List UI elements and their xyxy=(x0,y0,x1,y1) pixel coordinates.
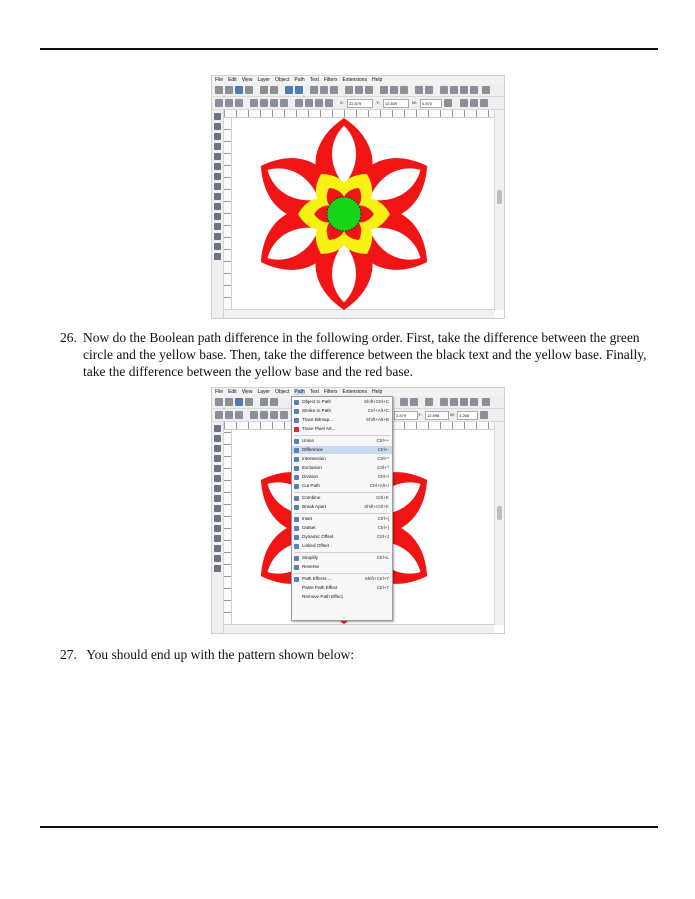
rotate-ccw-icon[interactable] xyxy=(250,99,258,107)
pen-tool-icon[interactable] xyxy=(214,223,221,230)
menu-item-union[interactable]: Union Ctrl++ xyxy=(292,437,392,445)
scrollbar-thumb[interactable] xyxy=(497,506,502,520)
rectangle-tool-icon[interactable] xyxy=(214,163,221,170)
unlink-clone-icon[interactable] xyxy=(400,86,408,94)
menu-bar xyxy=(212,76,504,84)
y-input[interactable]: 12.998 xyxy=(425,411,449,420)
align-distribute-icon[interactable] xyxy=(470,86,478,94)
print-icon[interactable] xyxy=(245,86,253,94)
menu-item-exclusion[interactable]: Exclusion Ctrl+^ xyxy=(292,464,392,472)
x-label: X: xyxy=(340,100,344,105)
step-text: You should end up with the pattern shown below: xyxy=(86,647,355,662)
measure-tool-icon[interactable] xyxy=(214,153,221,160)
division-icon xyxy=(294,475,299,480)
spiral-tool-icon[interactable] xyxy=(214,515,221,522)
menu-item-outset[interactable]: Outset Ctrl+) xyxy=(292,524,392,532)
select-all-layers-icon[interactable] xyxy=(225,99,233,107)
calligraphy-tool-icon[interactable] xyxy=(214,545,221,552)
horizontal-ruler[interactable] xyxy=(224,110,494,118)
menu-item-linked-offset[interactable]: Linked Offset xyxy=(292,542,392,550)
zoom-drawing-icon[interactable] xyxy=(355,86,363,94)
menu-item-path-effects[interactable]: Path Effects ... Shift+Ctrl+7 xyxy=(292,575,392,583)
menu-item-simplify[interactable]: Simplify Ctrl+L xyxy=(292,554,392,562)
step-number: 27. xyxy=(60,647,77,662)
intersection-icon xyxy=(294,457,299,462)
menu-item-dynamic-offset[interactable]: Dynamic Offset Ctrl+J xyxy=(292,533,392,541)
redo-icon[interactable] xyxy=(295,86,303,94)
menu-object[interactable]: Object xyxy=(274,77,290,83)
spiral-tool-icon[interactable] xyxy=(214,203,221,210)
menu-path-open[interactable]: Path xyxy=(294,389,305,395)
commands-toolbar xyxy=(212,84,504,97)
zoom-tool-icon[interactable] xyxy=(214,143,221,150)
vertical-scrollbar[interactable] xyxy=(494,110,504,310)
lock-ratio-icon[interactable] xyxy=(480,411,488,419)
menu-edit[interactable]: Edit xyxy=(228,389,237,395)
menu-object[interactable]: Object xyxy=(274,389,290,395)
difference-icon xyxy=(294,448,299,453)
horizontal-scrollbar[interactable] xyxy=(224,309,494,318)
star-tool-icon[interactable] xyxy=(214,505,221,512)
rotate-cw-icon[interactable] xyxy=(260,411,268,419)
menu-file[interactable]: File xyxy=(215,77,224,83)
align-distribute-icon[interactable] xyxy=(470,398,478,406)
stroke-to-path-icon xyxy=(294,409,299,414)
box3d-tool-icon[interactable] xyxy=(214,485,221,492)
save-icon[interactable] xyxy=(235,86,243,94)
ungroup-icon[interactable] xyxy=(425,86,433,94)
menu-separator xyxy=(294,492,390,493)
clone-icon[interactable] xyxy=(410,398,418,406)
menu-item-paste-path-effect[interactable]: Paste Path Effect Ctrl+7 xyxy=(302,585,389,590)
open-icon[interactable] xyxy=(225,86,233,94)
menu-item-difference[interactable]: Difference Ctrl+- xyxy=(292,446,392,454)
print-icon[interactable] xyxy=(245,398,253,406)
w-label: W: xyxy=(450,412,455,417)
trace-bitmap-icon xyxy=(294,418,299,423)
clone-icon[interactable] xyxy=(390,86,398,94)
linked-offset-icon xyxy=(294,544,299,549)
menu-text[interactable]: Text xyxy=(309,77,319,83)
menu-item-combine[interactable]: Combine Ctrl+K xyxy=(292,494,392,502)
menu-separator xyxy=(294,435,390,436)
cut-path-icon xyxy=(294,484,299,489)
select-all-layers-icon[interactable] xyxy=(225,411,233,419)
menu-item-division[interactable]: Division Ctrl+/ xyxy=(292,473,392,481)
pen-tool-icon[interactable] xyxy=(214,535,221,542)
export-icon[interactable] xyxy=(270,86,278,94)
w-input[interactable]: 0.870 xyxy=(420,99,442,108)
outset-icon xyxy=(294,526,299,531)
paste-icon[interactable] xyxy=(330,86,338,94)
y-input[interactable]: 12.839 xyxy=(383,99,409,108)
menu-path[interactable]: Path xyxy=(294,77,305,83)
rotate-ccw-icon[interactable] xyxy=(250,411,258,419)
y-label: Y: xyxy=(418,412,422,417)
x-input[interactable]: 22.879 xyxy=(347,99,373,108)
export-icon[interactable] xyxy=(270,398,278,406)
step-text-line: circle and the yellow base. Then, take the difference between the black text and the yellow base. Finally, xyxy=(83,347,647,362)
drawing-canvas[interactable] xyxy=(232,118,494,310)
menu-item-trace-pixel-art[interactable]: Trace Pixel Art... xyxy=(292,425,392,433)
reverse-icon xyxy=(294,565,299,570)
inkscape-screenshot-1 xyxy=(211,75,505,319)
scale-stroke-icon[interactable] xyxy=(460,99,468,107)
menu-edit[interactable]: Edit xyxy=(228,77,237,83)
xml-editor-icon[interactable] xyxy=(460,398,468,406)
union-icon xyxy=(294,439,299,444)
menu-separator xyxy=(294,552,390,553)
pencil-tool-icon[interactable] xyxy=(214,525,221,532)
menu-item-stroke-to-path[interactable]: Stroke to Path Ctrl+Alt+C xyxy=(292,407,392,415)
flip-vertical-icon[interactable] xyxy=(280,99,288,107)
path-effects-icon xyxy=(294,577,299,582)
top-rule xyxy=(40,48,658,50)
menu-item-trace-bitmap[interactable]: Trace Bitmap... Shift+Alt+B xyxy=(292,416,392,424)
trace-pixel-art-icon xyxy=(294,427,299,432)
exclusion-icon xyxy=(294,466,299,471)
fill-stroke-icon[interactable] xyxy=(440,86,448,94)
dynamic-offset-icon xyxy=(294,535,299,540)
break-apart-icon xyxy=(294,505,299,510)
deselect-icon[interactable] xyxy=(235,411,243,419)
ellipse-tool-icon[interactable] xyxy=(214,495,221,502)
rectangle-tool-icon[interactable] xyxy=(214,475,221,482)
inkscape-screenshot-2 xyxy=(211,387,505,634)
text-font-icon[interactable] xyxy=(450,86,458,94)
cut-icon[interactable] xyxy=(320,86,328,94)
duplicate-icon[interactable] xyxy=(400,398,408,406)
node-tool-icon[interactable] xyxy=(214,435,221,442)
text-tool-icon[interactable] xyxy=(214,555,221,562)
inset-icon xyxy=(294,517,299,522)
menu-item-object-to-path[interactable]: Object to Path Shift+Ctrl+C xyxy=(292,398,392,406)
bottom-rule xyxy=(40,826,658,828)
flip-horizontal-icon[interactable] xyxy=(270,411,278,419)
zoom-tool-icon[interactable] xyxy=(214,455,221,462)
lower-to-bottom-icon[interactable] xyxy=(325,99,333,107)
tweak-tool-icon[interactable] xyxy=(214,445,221,452)
combine-icon xyxy=(294,496,299,501)
spray-tool-icon[interactable] xyxy=(214,565,221,572)
text-tool-icon[interactable] xyxy=(214,243,221,250)
star-tool-icon[interactable] xyxy=(214,193,221,200)
menu-filters[interactable]: Filters xyxy=(323,77,338,83)
x-input[interactable]: 2.879 xyxy=(394,411,418,420)
menu-separator xyxy=(294,513,390,514)
lock-ratio-icon[interactable] xyxy=(444,99,452,107)
w-label: W: xyxy=(412,100,417,105)
menu-text[interactable]: Text xyxy=(309,389,319,395)
toolbox xyxy=(212,422,224,633)
menu-extensions[interactable]: Extensions xyxy=(342,77,367,83)
node-tool-icon[interactable] xyxy=(214,123,221,130)
menu-view[interactable]: View xyxy=(241,77,253,83)
menu-file[interactable]: File xyxy=(215,389,224,395)
calligraphy-tool-icon[interactable] xyxy=(214,233,221,240)
step-text-line: Now do the Boolean path difference in the following order. First, take the difference between the green xyxy=(83,330,640,345)
menu-item-intersection[interactable]: Intersection Ctrl+* xyxy=(292,455,392,463)
spray-tool-icon[interactable] xyxy=(214,253,221,260)
group-icon[interactable] xyxy=(415,86,423,94)
fill-stroke-icon[interactable] xyxy=(440,398,448,406)
preferences-icon[interactable] xyxy=(482,398,490,406)
vertical-ruler[interactable] xyxy=(224,430,232,625)
menu-view[interactable]: View xyxy=(241,389,253,395)
w-input[interactable]: 3.266 xyxy=(457,411,478,420)
vertical-scrollbar[interactable] xyxy=(494,422,504,625)
object-to-path-icon xyxy=(294,400,299,405)
selector-tool-icon[interactable] xyxy=(214,113,221,120)
simplify-icon xyxy=(294,556,299,561)
save-icon[interactable] xyxy=(235,398,243,406)
import-icon[interactable] xyxy=(260,86,268,94)
zoom-page-icon[interactable] xyxy=(365,86,373,94)
zoom-selection-icon[interactable] xyxy=(345,86,353,94)
step-number: 26. xyxy=(60,330,77,345)
move-gradients-icon[interactable] xyxy=(480,99,488,107)
menu-layer[interactable]: Layer xyxy=(257,77,270,83)
menu-item-inset[interactable]: Inset Ctrl+( xyxy=(292,515,392,523)
menu-bar xyxy=(212,388,504,396)
deselect-icon[interactable] xyxy=(235,99,243,107)
lower-icon[interactable] xyxy=(315,99,323,107)
raise-icon[interactable] xyxy=(305,99,313,107)
path-menu-dropdown xyxy=(291,396,393,621)
menu-filters[interactable]: Filters xyxy=(323,389,338,395)
menu-layer[interactable]: Layer xyxy=(257,389,270,395)
select-all-icon[interactable] xyxy=(215,411,223,419)
toolbox xyxy=(212,110,224,318)
vertical-ruler[interactable] xyxy=(224,118,232,310)
flip-horizontal-icon[interactable] xyxy=(270,99,278,107)
undo-icon[interactable] xyxy=(285,86,293,94)
menu-help[interactable]: Help xyxy=(371,389,383,395)
y-label: Y: xyxy=(376,100,380,105)
open-icon[interactable] xyxy=(225,398,233,406)
tweak-tool-icon[interactable] xyxy=(214,133,221,140)
scale-corners-icon[interactable] xyxy=(470,99,478,107)
menu-separator xyxy=(294,573,390,574)
step-text-line: take the difference between the yellow base and the red base. xyxy=(83,364,413,379)
preferences-icon[interactable] xyxy=(482,86,490,94)
measure-tool-icon[interactable] xyxy=(214,465,221,472)
group-icon[interactable] xyxy=(425,398,433,406)
menu-item-reverse[interactable]: Reverse xyxy=(292,563,392,571)
flower-drawing xyxy=(247,118,442,310)
menu-item-break-apart[interactable]: Break Apart Shift+Ctrl+K xyxy=(292,503,392,511)
select-all-icon[interactable] xyxy=(215,99,223,107)
duplicate-icon[interactable] xyxy=(380,86,388,94)
ellipse-tool-icon[interactable] xyxy=(214,183,221,190)
menu-extensions[interactable]: Extensions xyxy=(342,389,367,395)
xml-editor-icon[interactable] xyxy=(460,86,468,94)
menu-item-remove-path-effect[interactable]: Remove Path Effect xyxy=(302,594,343,599)
green-circle xyxy=(327,197,361,231)
pencil-tool-icon[interactable] xyxy=(214,213,221,220)
rotate-cw-icon[interactable] xyxy=(260,99,268,107)
import-icon[interactable] xyxy=(260,398,268,406)
flip-vertical-icon[interactable] xyxy=(280,411,288,419)
menu-item-cut-path[interactable]: Cut Path Ctrl+Alt+/ xyxy=(292,482,392,490)
horizontal-scrollbar[interactable] xyxy=(224,624,494,633)
menu-help[interactable]: Help xyxy=(371,77,383,83)
new-document-icon[interactable] xyxy=(215,86,223,94)
copy-icon[interactable] xyxy=(310,86,318,94)
raise-to-top-icon[interactable] xyxy=(295,99,303,107)
tool-controls-bar xyxy=(212,97,504,110)
text-font-icon[interactable] xyxy=(450,398,458,406)
selector-tool-icon[interactable] xyxy=(214,425,221,432)
new-document-icon[interactable] xyxy=(215,398,223,406)
box3d-tool-icon[interactable] xyxy=(214,173,221,180)
scrollbar-thumb[interactable] xyxy=(497,190,502,204)
step-27 xyxy=(60,646,354,664)
